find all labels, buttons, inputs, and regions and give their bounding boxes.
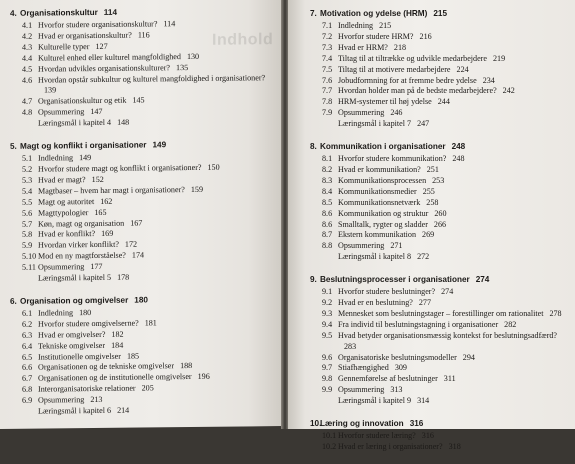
- entry-number: 4.6: [22, 75, 33, 85]
- entry-number: 6.7: [22, 374, 33, 384]
- entry-title: Gennemførelse af beslutninger: [338, 374, 438, 384]
- entry-page-number: 269: [422, 230, 435, 240]
- entry-number: 9.8: [322, 374, 333, 384]
- chapter-title: Motivation og ydelse (HRM): [320, 9, 428, 18]
- toc-entry: [310, 431, 572, 442]
- entry-page-number: 266: [433, 219, 447, 229]
- chapter-number: 7.: [310, 9, 317, 18]
- entry-number: 8.5: [322, 197, 333, 207]
- entry-page-number: 169: [101, 229, 114, 239]
- entry-title: Læringsmål i kapitel 9: [338, 396, 412, 406]
- entry-page-number: 182: [111, 329, 124, 339]
- entry-title: Opsummering: [38, 395, 85, 405]
- entry-page-number: 174: [131, 250, 145, 260]
- entry-page-number: 148: [117, 117, 130, 127]
- entry-page-number: 162: [100, 196, 113, 206]
- entry-page-number: 185: [126, 351, 140, 361]
- toc-entry: [310, 154, 572, 165]
- entry-number: 5.1: [22, 153, 33, 163]
- toc-entry: [310, 119, 572, 130]
- entry-title: Hvad er omgivelser?: [38, 329, 106, 340]
- entry-title: Kommunikationsmedier: [338, 186, 417, 196]
- entry-page-number: 188: [180, 361, 193, 371]
- entry-number: 8.1: [322, 154, 333, 164]
- toc-entry: [310, 86, 572, 97]
- entry-number: 6.3: [22, 330, 33, 340]
- entry-title: Opsummering: [338, 108, 385, 118]
- chapter-title: Kommunikation i organisationer: [320, 142, 446, 152]
- entry-title: Organisationskultur og etik: [38, 96, 127, 106]
- chapter-heading: [310, 141, 572, 153]
- entry-title: Kulturel enhed eller kulturel mangfoldighed: [38, 51, 181, 63]
- entry-page-number: 272: [417, 252, 430, 262]
- entry-page-number: 242: [502, 86, 515, 96]
- entry-number: 8.3: [322, 175, 333, 185]
- right-page: [288, 0, 575, 451]
- entry-page-number: 205: [141, 383, 154, 393]
- entry-number: 4.2: [22, 31, 33, 41]
- entry-title: Hvorfor studere beslutninger?: [338, 287, 436, 297]
- chapter-title: Læring og innovation: [320, 419, 404, 429]
- toc-entry: [310, 396, 572, 407]
- entry-page-number: 145: [132, 95, 145, 105]
- toc-entry: [310, 309, 572, 320]
- entry-page-number: 178: [117, 272, 130, 282]
- toc-chapter: [10, 5, 278, 130]
- toc-entry: [10, 116, 278, 130]
- entry-page-number: 294: [462, 352, 475, 362]
- entry-page-number: 224: [456, 64, 469, 74]
- chapter-title: Magt og konflikt i organisationer: [20, 140, 147, 151]
- entry-title: Magttypologier: [38, 207, 89, 218]
- toc-entry: [310, 187, 572, 198]
- entry-title: Køn, magt og organisation: [38, 218, 125, 229]
- toc-entry: [310, 331, 572, 353]
- entry-title: Læringsmål i kapitel 8: [338, 252, 412, 262]
- chapter-number: 8.: [310, 142, 317, 152]
- entry-number: 5.10: [22, 251, 37, 261]
- entry-title: Stiafhængighed: [338, 363, 389, 373]
- entry-title: Organisationen og de tekniske omgivelser: [38, 361, 175, 373]
- entry-number: 7.5: [322, 64, 333, 74]
- entry-title: Hvad er konflikt?: [38, 229, 96, 240]
- toc-chapter: [310, 274, 572, 407]
- entry-page-number: 130: [186, 51, 200, 61]
- entry-page-number: 184: [111, 340, 124, 350]
- toc-entry: [310, 209, 572, 220]
- entry-number: 6.4: [22, 341, 33, 351]
- toc-chapter: [310, 418, 572, 453]
- entry-page-number: 309: [394, 363, 407, 373]
- chapter-title: Beslutningsprocesser i organisationer: [320, 275, 470, 285]
- entry-number: 5.11: [22, 262, 36, 272]
- entry-page-number: 247: [417, 119, 430, 129]
- entry-title: Hvad er organisationskultur?: [38, 30, 132, 41]
- entry-number: 8.6: [322, 219, 333, 229]
- entry-page-number: 246: [390, 108, 403, 118]
- toc-entry: [310, 108, 572, 119]
- entry-page-number: 177: [90, 262, 103, 272]
- toc-entry: [310, 165, 572, 176]
- entry-number: 9.6: [322, 352, 333, 362]
- entry-title: Hvad er HRM?: [338, 42, 388, 52]
- entry-number: 6.9: [22, 395, 33, 405]
- entry-title: Hvorfor studere omgivelserne?: [38, 318, 139, 329]
- entry-page-number: 318: [448, 442, 461, 451]
- entry-number: 5.2: [22, 164, 33, 174]
- entry-page-number: 271: [390, 241, 403, 251]
- entry-number: 8.6: [322, 208, 333, 218]
- toc-chapter: [10, 293, 278, 418]
- toc-entry: [310, 65, 572, 76]
- entry-title: Hvorfor studere organisationskultur?: [38, 19, 158, 30]
- toc-entry: [310, 353, 572, 364]
- entry-number: 9.9: [322, 385, 333, 395]
- chapter-heading: [310, 418, 572, 430]
- entry-title: Læringsmål i kapitel 4: [38, 117, 112, 128]
- entry-page-number: 165: [94, 207, 107, 217]
- entry-title: Opsummering: [38, 262, 85, 272]
- toc-entry: [310, 76, 572, 87]
- toc-chapter: [10, 138, 278, 285]
- entry-page-number: 274: [441, 287, 454, 297]
- entry-number: 6.6: [22, 363, 33, 373]
- entry-number: 9.4: [322, 319, 333, 329]
- entry-title: Smalltalk, rygter og sladder: [338, 219, 428, 229]
- toc-entry: [310, 230, 572, 241]
- entry-title: Hvordan holder man på de bedste medarbejdere?: [338, 86, 497, 96]
- entry-title: Opsummering: [338, 385, 385, 395]
- toc-entry: [310, 54, 572, 65]
- entry-number: 4.5: [22, 64, 33, 74]
- entry-number: 4.4: [22, 53, 33, 63]
- entry-title: Opsummering: [38, 107, 85, 117]
- left-page: [0, 0, 282, 429]
- entry-number: 5.3: [22, 175, 33, 185]
- chapter-page-number: 180: [134, 295, 148, 305]
- entry-number: 5.8: [22, 230, 33, 240]
- entry-title: Magt og autoritet: [38, 196, 95, 207]
- entry-title: Hvordan opstår subkultur og kulturel mangfoldighed i organisationer?: [38, 72, 266, 85]
- entry-number: 7.9: [322, 108, 333, 118]
- entry-page-number: 180: [79, 307, 92, 318]
- toc-entry: [310, 21, 572, 32]
- chapter-page-number: 316: [409, 419, 424, 429]
- entry-title: Hvorfor studere læring?: [338, 431, 416, 441]
- entry-title: Hvad er en beslutning?: [338, 298, 413, 308]
- entry-page-number: 215: [379, 21, 392, 30]
- entry-title: Fra individ til beslutningstagning i organisationer: [338, 319, 499, 329]
- chapter-page-number: 248: [451, 142, 466, 152]
- entry-number: 8.4: [322, 186, 333, 196]
- entry-number: 8.8: [322, 241, 333, 251]
- entry-title: Institutionelle omgivelser: [38, 351, 121, 362]
- entry-title: Indledning: [38, 153, 74, 163]
- entry-page-number: 152: [91, 174, 104, 184]
- entry-number: 8.2: [322, 164, 333, 174]
- entry-number: 6.2: [22, 319, 33, 329]
- entry-number: 9.7: [322, 363, 333, 373]
- entry-page-number: 311: [443, 374, 456, 384]
- entry-title: Hvad er magt?: [38, 174, 86, 185]
- entry-page-number: 172: [124, 239, 138, 250]
- entry-title: Hvordan udvikles organisationskulturer?: [38, 62, 171, 74]
- entry-number: 7.3: [322, 42, 333, 52]
- chapter-page-number: 149: [152, 140, 167, 150]
- toc-entry: [310, 43, 572, 54]
- entry-page-number: 283: [344, 341, 357, 351]
- entry-number: 8.7: [322, 230, 333, 240]
- entry-page-number: 147: [90, 107, 103, 117]
- chapter-title: Organisation og omgivelser: [20, 295, 129, 306]
- entry-page-number: 282: [504, 319, 517, 329]
- chapter-number: 9.: [310, 275, 317, 285]
- entry-title: Læringsmål i kapitel 7: [338, 119, 412, 129]
- entry-title: Hvad er læring i organisationer?: [338, 442, 443, 451]
- chapter-page-number: 114: [103, 7, 118, 17]
- entry-number: 9.2: [322, 298, 333, 308]
- toc-entry: [310, 198, 572, 209]
- chapter-heading: [310, 8, 572, 20]
- entry-title: Hvorfor studere HRM?: [338, 31, 414, 41]
- entry-number: 5.5: [22, 197, 33, 207]
- entry-title: Kommunikationsnetværk: [338, 197, 421, 207]
- chapter-number: 4.: [10, 8, 17, 18]
- toc-entry: [310, 220, 572, 231]
- entry-page-number: 258: [426, 197, 439, 207]
- entry-number: 7.1: [322, 21, 333, 30]
- entry-number: 6.5: [22, 352, 33, 362]
- entry-page-number: 277: [418, 298, 431, 308]
- entry-number: 4.8: [22, 107, 33, 118]
- entry-number: 6.1: [22, 308, 33, 318]
- entry-page-number: 150: [207, 162, 220, 172]
- entry-number: 9.5: [322, 330, 333, 340]
- entry-title: Ekstern kommunikation: [338, 230, 417, 240]
- entry-page-number: 313: [390, 385, 403, 395]
- entry-title: Organisatoriske beslutningsmodeller: [338, 352, 457, 362]
- entry-page-number: 116: [137, 30, 150, 40]
- entry-page-number: 139: [44, 85, 57, 95]
- toc-entry: [310, 442, 572, 453]
- toc-entry: [310, 287, 572, 298]
- entry-number: 9.3: [322, 308, 333, 318]
- entry-page-number: 260: [434, 208, 447, 218]
- entry-page-number: 114: [163, 19, 176, 29]
- entry-page-number: 216: [419, 31, 432, 41]
- entry-number: 7.7: [322, 86, 333, 96]
- toc-entry: [10, 73, 278, 98]
- entry-page-number: 181: [144, 318, 157, 328]
- entry-number: 5.7: [22, 219, 33, 229]
- toc-entry: [310, 374, 572, 385]
- toc-entry: [310, 32, 572, 43]
- entry-page-number: 213: [90, 395, 103, 405]
- toc-entry: [310, 97, 572, 108]
- entry-number: 4.7: [22, 97, 33, 107]
- entry-title: Hvad betyder organisationsmæssig kontekst for beslutningsadfærd?: [338, 330, 558, 340]
- entry-title: Magtbaser – hvem har magt i organisationer?: [38, 184, 185, 196]
- entry-page-number: 255: [422, 186, 435, 196]
- entry-page-number: 219: [492, 53, 506, 63]
- toc-entry: [310, 363, 572, 374]
- entry-title: Tiltag til at tiltrække og udvikle medarbejdere: [338, 53, 487, 63]
- chapter-heading: [310, 274, 572, 286]
- entry-title: Kommunikationsprocessen: [338, 175, 427, 185]
- entry-number: 4.1: [22, 20, 33, 30]
- entry-title: Hvorfor studere magt og konflikt i organisationer?: [38, 162, 202, 174]
- entry-page-number: 127: [95, 41, 108, 51]
- entry-title: Indledning: [38, 308, 74, 318]
- entry-page-number: 167: [130, 218, 143, 228]
- toc-entry: [10, 404, 278, 418]
- entry-number: 7.4: [322, 53, 333, 63]
- toc-chapter: [310, 141, 572, 263]
- entry-number: 5.6: [22, 208, 33, 218]
- entry-title: Kulturelle typer: [38, 41, 90, 52]
- entry-page-number: 251: [426, 164, 439, 174]
- entry-number: 9.1: [322, 287, 333, 297]
- entry-page-number: 196: [197, 372, 210, 382]
- entry-number: 7.6: [322, 75, 333, 85]
- entry-number: 10.2: [322, 442, 337, 451]
- entry-number: 5.4: [22, 186, 33, 196]
- entry-title: Jobudformning for at fremme bedre ydelse: [338, 75, 477, 85]
- entry-page-number: 218: [393, 42, 407, 52]
- entry-title: Tiltag til at motivere medarbejdere: [338, 64, 451, 74]
- toc-entry: [310, 385, 572, 396]
- entry-number: 7.2: [322, 31, 333, 41]
- toc-entry: [10, 271, 278, 285]
- entry-number: 7.8: [322, 97, 333, 107]
- toc-entry: [310, 320, 572, 331]
- entry-page-number: 248: [452, 154, 465, 164]
- entry-number: 4.3: [22, 42, 33, 52]
- entry-title: Mod en ny magtforståelse?: [38, 250, 126, 261]
- entry-page-number: 149: [79, 153, 92, 163]
- entry-title: Læringsmål i kapitel 5: [38, 272, 112, 283]
- chapter-title: Organisationskultur: [20, 7, 98, 18]
- chapter-number: 5.: [10, 141, 17, 151]
- entry-title: Læringsmål i kapitel 6: [38, 405, 112, 416]
- entry-number: 5.9: [22, 240, 33, 251]
- entry-number: 10.1: [322, 431, 337, 441]
- entry-title: Mennesket som beslutningstager – forestillinger om rationalitet: [338, 308, 544, 318]
- toc-chapter: [310, 8, 572, 130]
- entry-title: Hvordan virker konflikt?: [38, 240, 119, 250]
- entry-page-number: 314: [417, 396, 430, 406]
- entry-title: Organisationen og de institutionelle omgivelser: [38, 372, 192, 383]
- chapter-number: 6.: [10, 296, 17, 306]
- entry-title: Hvorfor studere kommunikation?: [338, 154, 447, 164]
- entry-title: Tekniske omgivelser: [38, 340, 106, 351]
- entry-page-number: 253: [432, 175, 445, 185]
- chapter-number: 10.: [310, 419, 322, 429]
- entry-page-number: 244: [437, 97, 450, 107]
- entry-title: Interorganisatoriske relationer: [38, 383, 136, 394]
- entry-title: Opsummering: [338, 241, 385, 251]
- toc-entry: [310, 252, 572, 263]
- right-toc-column: [310, 8, 572, 464]
- toc-entry: [310, 176, 572, 187]
- entry-page-number: 278: [549, 308, 562, 318]
- toc-entry: [310, 298, 572, 309]
- entry-page-number: 234: [482, 75, 495, 85]
- entry-title: Kommunikation og struktur: [338, 208, 429, 218]
- entry-title: Hvad er kommunikation?: [338, 164, 421, 174]
- entry-page-number: 214: [117, 405, 130, 415]
- chapter-page-number: 274: [475, 275, 490, 285]
- toc-entry: [310, 241, 572, 252]
- entry-page-number: 135: [176, 62, 189, 72]
- entry-page-number: 316: [421, 431, 434, 441]
- bleed-through-heading: Indhold: [212, 31, 274, 49]
- chapter-page-number: 215: [433, 9, 448, 18]
- entry-number: 6.8: [22, 384, 33, 395]
- entry-title: HRM-systemer til høj ydelse: [338, 97, 432, 107]
- left-toc-column: [10, 5, 278, 429]
- entry-page-number: 159: [190, 184, 203, 194]
- entry-title: Indledning: [338, 21, 374, 30]
